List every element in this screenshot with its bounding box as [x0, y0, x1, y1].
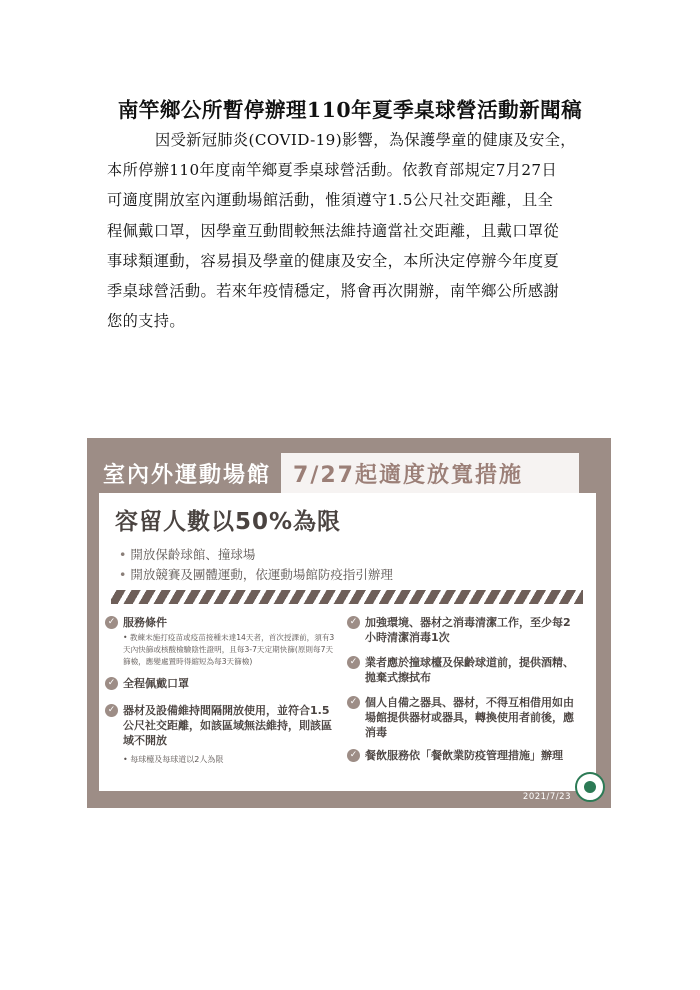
- rule-item: • 開放保齡球館、撞球場: [119, 545, 393, 565]
- paragraph-line: 因受新冠肺炎(COVID-19)影響，為保護學童的健康及安全，: [155, 131, 576, 149]
- document-body: [107, 125, 607, 336]
- rule-list: [119, 545, 393, 585]
- document-title: 南竿鄉公所暫停辦理110年夏季桌球營活動新聞稿: [117, 98, 583, 122]
- check-icon: ✓: [105, 704, 118, 717]
- ministry-seal-logo: [575, 772, 605, 802]
- rule-item: • 開放競賽及團體運動，依運動場館防疫指引辦理: [119, 565, 393, 585]
- check-icon: ✓: [347, 616, 360, 629]
- check-icon: ✓: [347, 656, 360, 669]
- condition-text: 服務條件: [123, 616, 167, 629]
- sports-venue-poster: [87, 438, 611, 808]
- condition-text: 個人自備之器具、器材，不得互相借用如由場館提供器材或器具，轉換使用者前後，應消毒: [365, 696, 574, 739]
- check-icon: ✓: [105, 677, 118, 690]
- condition-item: [347, 695, 579, 740]
- condition-item: [347, 655, 579, 685]
- condition-item: [347, 615, 579, 645]
- left-column: [105, 615, 337, 766]
- condition-item: [105, 676, 337, 691]
- condition-detail: • 教練未施打疫苗或疫苗接種未達14天者，首次授課前，須有3天內快篩或核酸檢驗陰性證明，且每3-7天定期快篩(原則每7天篩檢，應變處置時得縮短為每3天篩檢): [123, 632, 337, 668]
- check-icon: ✓: [347, 696, 360, 709]
- poster-header-left: 室內外運動場館: [99, 453, 281, 493]
- condition-text: 餐飲服務依「餐飲業防疫管理措施」辦理: [365, 749, 563, 762]
- condition-text: 全程佩戴口罩: [123, 677, 189, 690]
- paragraph-line: 程佩戴口罩，因學童互動間較無法維持適當社交距離，且戴口罩從: [107, 221, 560, 240]
- right-column: [347, 615, 579, 771]
- poster-date: 2021/7/23: [522, 792, 571, 802]
- paragraph-line: 季桌球營活動。若來年疫情穩定，將會再次開辦，南竿鄉公所感謝: [107, 282, 560, 301]
- poster-panel: [99, 493, 596, 791]
- poster-header: [99, 453, 579, 493]
- condition-text: 業者應於撞球檯及保齡球道前，提供酒精、拋棄式擦拭布: [365, 656, 574, 684]
- paragraph-line: 可適度開放室內運動場館活動，惟須遵守1.5公尺社交距離，且全: [107, 191, 554, 210]
- condition-text: 器材及設備維持間隔開放使用，並符合1.5公尺社交距離，如該區域無法維持，則該區域不開放: [123, 704, 332, 747]
- paragraph-line: 您的支持。: [107, 312, 185, 331]
- stripe-divider: [111, 590, 583, 604]
- condition-item: [105, 703, 337, 766]
- check-icon: ✓: [347, 749, 360, 762]
- paragraph-line: 事球類運動，容易損及學童的健康及安全，本所決定停辦今年度夏: [107, 251, 560, 270]
- condition-note: • 每球檯及每球道以2人為限: [123, 754, 337, 766]
- condition-item: [347, 748, 579, 763]
- check-icon: ✓: [105, 616, 118, 629]
- condition-item: [105, 615, 337, 668]
- poster-header-right: 7/27起適度放寬措施: [281, 453, 579, 493]
- capacity-title: 容留人數以50%為限: [115, 509, 342, 535]
- condition-text: 加強環境、器材之消毒清潔工作，至少每2小時清潔消毒1次: [365, 616, 571, 644]
- paragraph-line: 本所停辦110年度南竿鄉夏季桌球營活動。依教育部規定7月27日: [107, 161, 558, 180]
